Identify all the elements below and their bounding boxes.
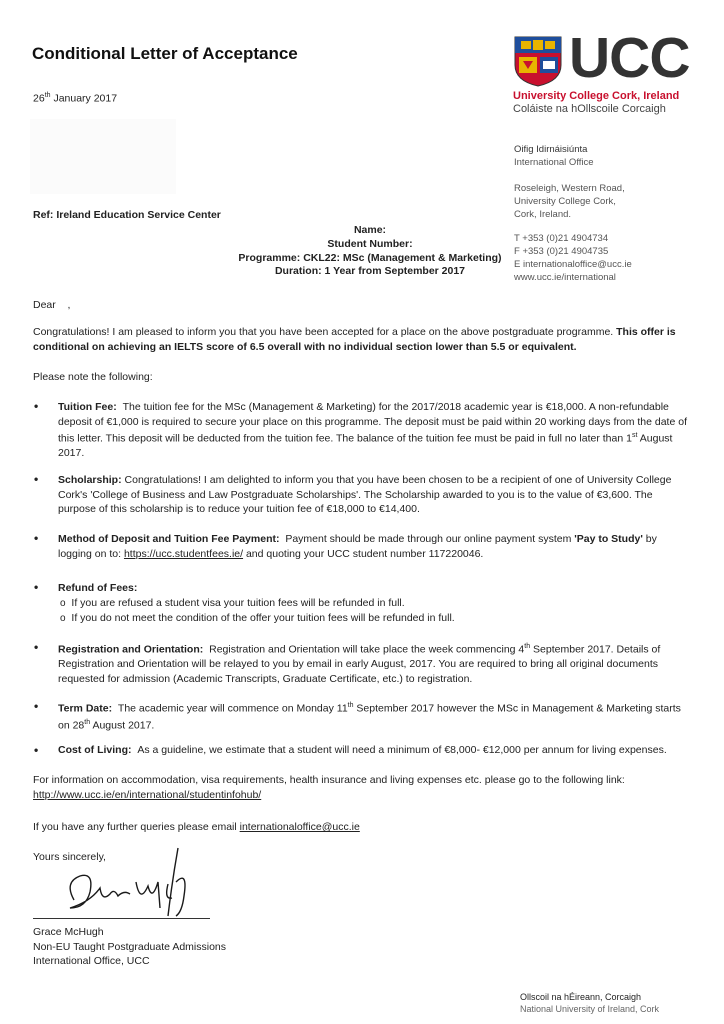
programme-line: Programme: CKL22: MSc (Management & Marketing) (238, 251, 502, 264)
letter-date (33, 92, 117, 105)
date-rest: January 2017 (50, 92, 118, 105)
payment-link[interactable]: https://ucc.studentfees.ie/ (123, 547, 244, 560)
office-web: www.ucc.ie/international (514, 272, 616, 283)
refund-block (58, 581, 689, 627)
signer-name: Grace McHugh (33, 926, 104, 938)
pay-to-study: 'Pay to Study' (574, 533, 643, 545)
info-text: For information on accommodation, visa requirements, health insurance and living expenses etc. please go to the following link: (33, 774, 625, 786)
registration-label: Registration and Orientation: (58, 643, 204, 656)
registration-sup: th (524, 643, 531, 650)
condition-text: This offer is conditional on achieving an IELTS score of 6.5 overall with no individual section lower than 5.5 or equivalent. (33, 326, 676, 353)
refund-item-text: If you do not meet the condition of the offer your tuition fees will be refunded in full. (71, 612, 455, 624)
ucc-wordmark: UCC (569, 26, 690, 90)
payment-text-2: by logging on to: (58, 533, 657, 560)
name-label: Name: (353, 224, 387, 236)
date-day: 26 (33, 92, 45, 105)
term-sup-2: th (84, 719, 91, 726)
payment-text: Payment should be made through our online payment system (285, 533, 575, 545)
fax: F +353 (0)21 4904735 (514, 246, 609, 257)
term-sup: th (347, 702, 354, 709)
footer-line-1: Ollscoil na hÉireann, Corcaigh (520, 992, 642, 1002)
tuition-end: August 2017. (58, 432, 673, 459)
payment-label: Method of Deposit and Tuition Fee Payment: (58, 533, 280, 545)
salutation-text: Dear (33, 299, 56, 311)
signer-block (33, 925, 689, 969)
crest-icon (513, 35, 563, 87)
bullet-icon: • (34, 640, 39, 654)
living-label: Cost of Living: (58, 744, 132, 756)
info-link[interactable]: http://www.ucc.ie/en/international/studentinfohub/ (33, 788, 262, 801)
phone: T +353 (0)21 4904734 (514, 233, 609, 244)
student-details (220, 224, 520, 279)
scholarship-text: Congratulations! I am delighted to inform you that you have been chosen to be a recipient of one of University College Cork's 'College of Business and Law Postgraduate Scholarships'. The Scholarship awarded to you is to the value of €3,600. The purpose of this scholarship is to reduce your tuition fee of €18,000 to €14,400. (58, 474, 672, 515)
refund-item: o If you do not meet the condition of the offer your tuition fees will be refunded in full. (60, 612, 455, 624)
address-line-3: Cork, Ireland. (514, 209, 572, 220)
salutation-end: , (67, 299, 71, 311)
registration-paragraph (58, 640, 689, 686)
signature-line (33, 918, 210, 919)
reference-line: Ref: Ireland Education Service Center (33, 209, 221, 221)
registration-text: Registration and Orientation will take place the week commencing 4 (209, 643, 525, 656)
bullet-icon: • (34, 743, 39, 757)
office-en: International Office (514, 157, 594, 168)
queries-text: If you have any further queries please email (33, 821, 240, 833)
living-text: As a guideline, we estimate that a student will need a minimum of €8,000- €12,000 per annum for living expenses. (137, 744, 667, 756)
office-email: E internationaloffice@ucc.ie (514, 259, 632, 270)
letter-title: Conditional Letter of Acceptance (32, 44, 298, 63)
scholarship-label: Scholarship: (58, 474, 122, 486)
congrats-paragraph (33, 325, 689, 354)
duration-line: Duration: 1 Year from September 2017 (274, 265, 466, 278)
office-ga: Oifig Idirnáisiúnta (514, 144, 588, 155)
registration-text-2: September 2017. Details of Registration and Orientation will be relayed to you by email in early August, 2017. You are required to bring all original documents requested for admission (Academic Transcripts, Graduate Certificate, etc.) to registration. (58, 643, 661, 685)
date-suffix: th (44, 92, 51, 99)
redacted-address-block (30, 119, 176, 194)
footer-line-2: National University of Ireland, Cork (520, 1004, 660, 1014)
tuition-text: The tuition fee for the MSc (Management & Marketing) for the 2017/2018 academic year is €18,000. A non-refundable deposit of €1,000 is required to secure your place on this programme. The deposit must be paid within 20 working days from the date of this letter. This deposit will be deducted from the tuition fee. The balance of the tuition fee must be paid in full no later than 1 (58, 401, 687, 445)
tuition-sup: st (631, 432, 638, 439)
living-paragraph (58, 743, 689, 758)
term-text-2: September 2017 however the MSc in Management & Marketing starts on 28 (58, 702, 681, 732)
university-name-en: University College Cork, Ireland (513, 90, 680, 102)
info-paragraph (33, 773, 689, 802)
refund-item-text: If you are refused a student visa your tuition fees will be refunded in full. (71, 596, 405, 609)
queries-paragraph (33, 820, 689, 835)
student-number-label: Student Number: (327, 237, 413, 250)
university-name-ga: Coláiste na hOllscoile Corcaigh (513, 103, 666, 115)
queries-email-link[interactable]: internationaloffice@ucc.ie (239, 821, 360, 833)
signer-title: Non-EU Taught Postgraduate Admissions (33, 940, 226, 953)
closing: Yours sincerely, (33, 851, 106, 863)
handwritten-signature (60, 842, 200, 922)
bullet-icon: • (34, 531, 39, 545)
bullet-icon: • (34, 472, 39, 486)
scholarship-paragraph (58, 473, 689, 517)
term-text: The academic year will commence on Monday 11 (117, 702, 348, 715)
congrats-text: Congratulations! I am pleased to inform you that you have been accepted for a place on the above postgraduate programme. (33, 326, 617, 338)
note-line: Please note the following: (33, 371, 153, 383)
refund-label: Refund of Fees: (58, 582, 138, 594)
term-label: Term Date: (58, 702, 113, 715)
bullet-icon: • (34, 399, 39, 413)
refund-item: o If you are refused a student visa your tuition fees will be refunded in full. (60, 596, 405, 609)
tuition-label: Tuition Fee: (58, 401, 117, 413)
address-line-1: Roseleigh, Western Road, (514, 183, 625, 194)
payment-paragraph (58, 532, 689, 561)
term-text-3: August 2017. (90, 719, 155, 732)
tuition-paragraph (58, 400, 689, 461)
signer-office: International Office, UCC (33, 955, 150, 967)
salutation (33, 298, 689, 313)
bullet-icon: • (34, 580, 39, 594)
bullet-icon: • (34, 699, 39, 713)
address-line-2: University College Cork, (514, 196, 616, 207)
term-paragraph (58, 699, 689, 733)
payment-text-3: and quoting your UCC student number 117220046. (243, 547, 484, 560)
